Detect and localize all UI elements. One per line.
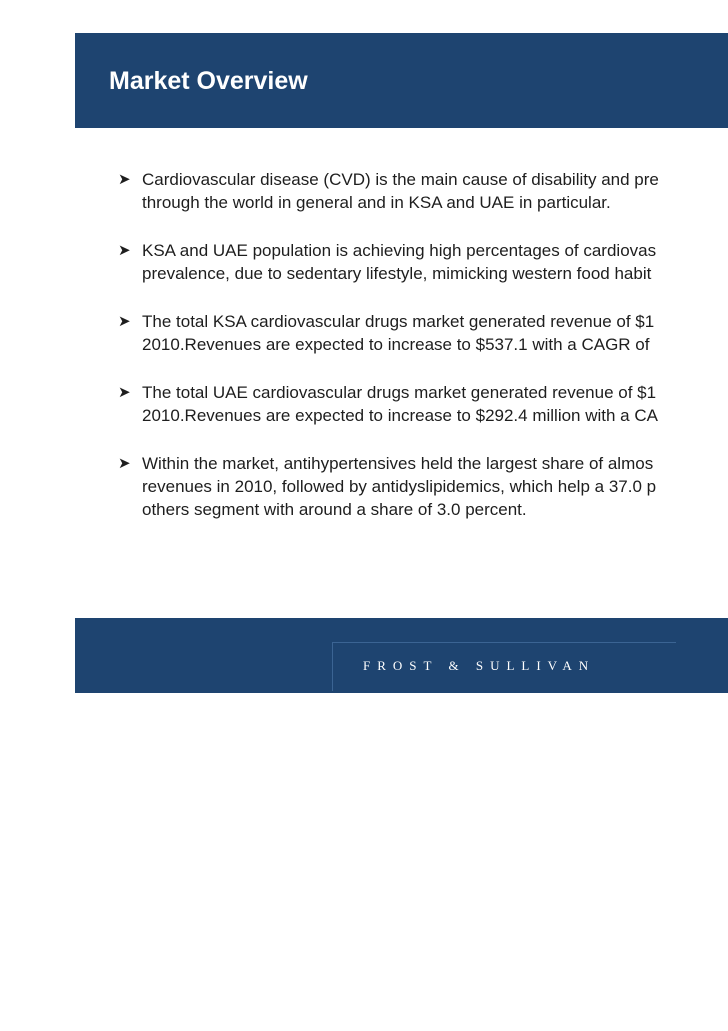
footer-logo-box	[332, 642, 676, 691]
bullet-line: The total KSA cardiovascular drugs market generated revenue of $1	[142, 312, 655, 331]
arrow-bullet-icon: ➤	[118, 313, 131, 330]
arrow-bullet-icon: ➤	[118, 384, 131, 401]
arrow-bullet-icon: ➤	[118, 455, 131, 472]
slide-header	[75, 33, 728, 128]
frost-sullivan-logo: FROST & SULLIVAN	[363, 658, 596, 673]
bullet-line: The total UAE cardiovascular drugs market generated revenue of $1	[142, 383, 657, 402]
bullet-line: prevalence, due to sedentary lifestyle, mimicking western food habit	[142, 264, 652, 283]
bullet-item	[118, 239, 728, 285]
bullet-line: KSA and UAE population is achieving high percentages of cardiovas	[142, 241, 657, 260]
slide-footer	[75, 618, 728, 693]
bullet-line: 2010.Revenues are expected to increase to $292.4 million with a CA	[142, 406, 658, 425]
slide-title: Market Overview	[109, 67, 308, 95]
bullet-line: others segment with around a share of 3.0 percent.	[142, 500, 527, 519]
arrow-bullet-icon: ➤	[118, 242, 131, 259]
bullet-line: 2010.Revenues are expected to increase to $537.1 with a CAGR of	[142, 335, 650, 354]
bullet-list	[118, 168, 728, 546]
bullet-item	[118, 452, 728, 521]
bullet-item	[118, 168, 728, 214]
bullet-line: Cardiovascular disease (CVD) is the main cause of disability and pre	[142, 170, 659, 189]
bullet-line: revenues in 2010, followed by antidyslipidemics, which help a 37.0 p	[142, 477, 657, 496]
bullet-item	[118, 310, 728, 356]
bullet-line: Within the market, antihypertensives held the largest share of almos	[142, 454, 654, 473]
bullet-item	[118, 381, 728, 427]
arrow-bullet-icon: ➤	[118, 171, 131, 188]
bullet-line: through the world in general and in KSA and UAE in particular.	[142, 193, 611, 212]
